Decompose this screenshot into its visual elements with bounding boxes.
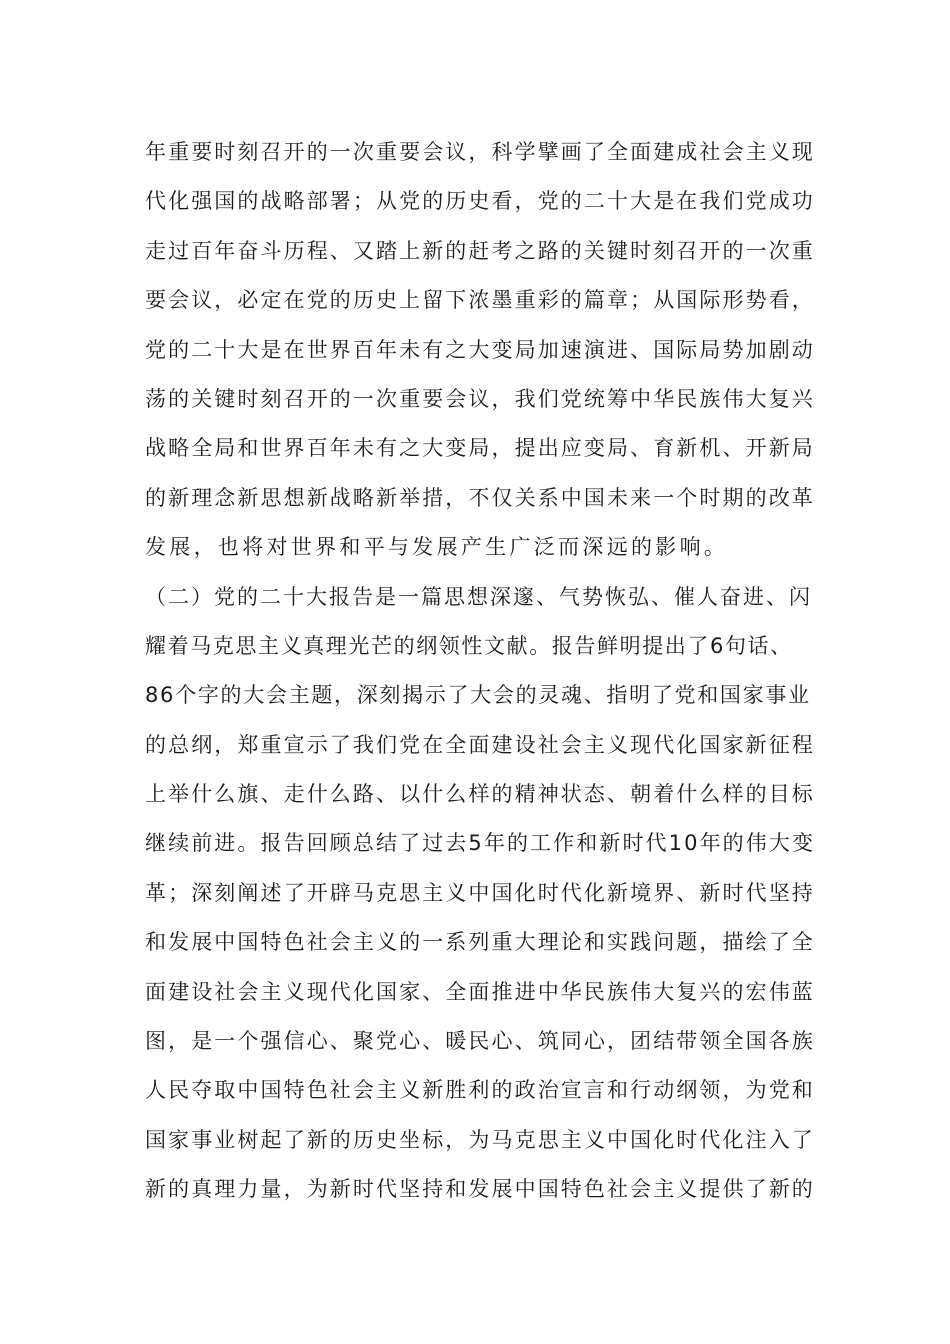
text-line: 的新理念新思想新战略新举措，不仅关系中国未来一个时期的改革	[145, 485, 815, 510]
text-line: 耀着马克思主义真理光芒的纲领性文献。报告鲜明提出了6句话、	[145, 633, 793, 658]
text-line: 继续前进。报告回顾总结了过去5年的工作和新时代10年的伟大变	[145, 831, 816, 856]
text-line: 新的真理力量，为新时代坚持和发展中国特色社会主义提供了新的	[145, 1177, 815, 1202]
text-line: 代化强国的战略部署；从党的历史看，党的二十大是在我们党成功	[145, 189, 815, 214]
text-line: 上举什么旗、走什么路、以什么样的精神状态、朝着什么样的目标	[145, 782, 815, 807]
text-line: 图，是一个强信心、聚党心、暖民心、筑同心，团结带领全国各族	[145, 1029, 815, 1054]
text-line: 人民夺取中国特色社会主义新胜利的政治宣言和行动纲领，为党和	[145, 1078, 815, 1103]
text-line: 86个字的大会主题，深刻揭示了大会的灵魂、指明了党和国家事业	[145, 683, 811, 708]
text-line: 面建设社会主义现代化国家、全面推进中华民族伟大复兴的宏伟蓝	[145, 979, 815, 1004]
text-line: 战略全局和世界百年未有之大变局，提出应变局、育新机、开新局	[145, 436, 815, 461]
text-line: 和发展中国特色社会主义的一系列重大理论和实践问题，描绘了全	[145, 930, 815, 955]
text-line: 革；深刻阐述了开辟马克思主义中国化时代化新境界、新时代坚持	[145, 880, 815, 905]
text-line: 发展，也将对世界和平与发展产生广泛而深远的影响。	[145, 535, 729, 560]
section-heading-line: （二）党的二十大报告是一篇思想深邃、气势恢弘、催人奋进、闪	[145, 584, 812, 609]
text-line: 年重要时刻召开的一次重要会议，科学擘画了全面建成社会主义现	[145, 140, 815, 164]
text-line: 走过百年奋斗历程、又踏上新的赶考之路的关键时刻召开的一次重	[145, 238, 815, 263]
text-line: 要会议，必定在党的历史上留下浓墨重彩的篇章；从国际形势看，	[145, 288, 815, 313]
text-line: 的总纲，郑重宣示了我们党在全面建设社会主义现代化国家新征程	[145, 732, 815, 757]
body-text	[145, 128, 815, 1215]
text-line: 党的二十大是在世界百年未有之大变局加速演进、国际局势加剧动	[145, 337, 815, 362]
text-line: 荡的关键时刻召开的一次重要会议，我们党统筹中华民族伟大复兴	[145, 386, 815, 411]
text-line: 国家事业树起了新的历史坐标，为马克思主义中国化时代化注入了	[145, 1127, 815, 1152]
